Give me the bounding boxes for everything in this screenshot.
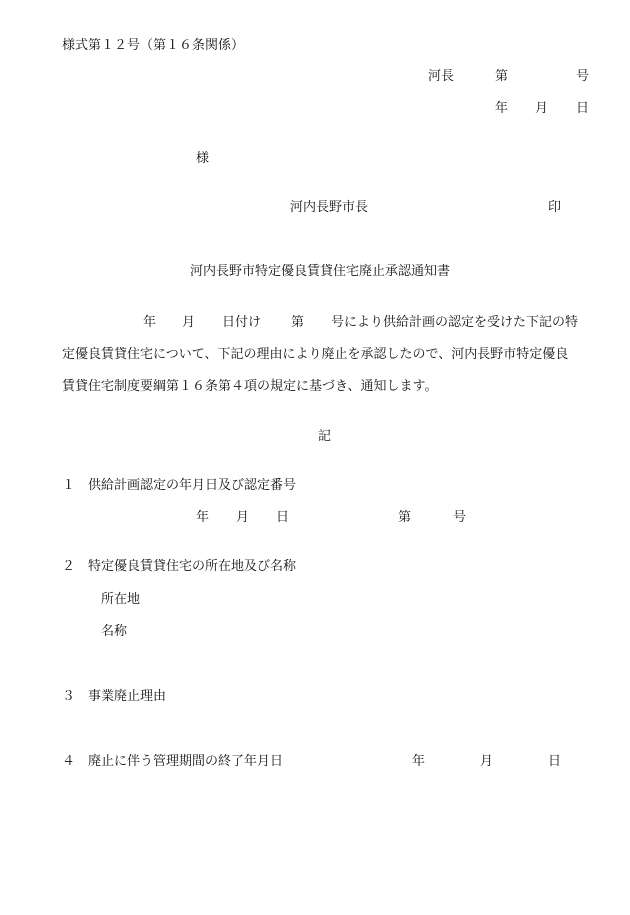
item-3-label: 事業廃止理由 [88, 689, 167, 704]
issue-date-year: 年 [495, 101, 509, 116]
item-1-label: 供給計画認定の年月日及び認定番号 [88, 478, 297, 493]
item-1-dai: 第 [398, 510, 412, 525]
item-4-number: ４ [62, 754, 76, 769]
body-line1-dai: 第 [291, 315, 305, 330]
issuer-seal: 印 [548, 200, 562, 215]
item-2-number: ２ [62, 559, 76, 574]
item-2-label: 特定優良賃貸住宅の所在地及び名称 [88, 559, 297, 574]
body-line1-rest: 号により供給計画の認定を受けた下記の特 [331, 315, 579, 330]
body-line3: 賃貸住宅制度要綱第１６条第４項の規定に基づき、通知します。 [62, 379, 438, 394]
item-2-name: 名称 [101, 624, 128, 639]
ki-heading: 記 [318, 429, 332, 444]
body-line1-dated: 日付け [222, 315, 262, 330]
reference-dai: 第 [495, 69, 509, 84]
recipient-suffix: 様 [196, 151, 210, 166]
document-title: 河内長野市特定優良賃貸住宅廃止承認通知書 [190, 264, 451, 279]
reference-go: 号 [576, 69, 590, 84]
issuer-name: 河内長野市長 [290, 200, 369, 215]
form-number: 様式第１２号（第１６条関係） [62, 38, 245, 53]
item-4-month: 月 [480, 754, 494, 769]
issue-date-month: 月 [535, 101, 549, 116]
item-1-day: 日 [276, 510, 290, 525]
item-1-go: 号 [453, 510, 467, 525]
item-1-month: 月 [236, 510, 250, 525]
item-4-label: 廃止に伴う管理期間の終了年月日 [88, 754, 284, 769]
item-2-location: 所在地 [101, 592, 141, 607]
reference-prefix: 河長 [428, 69, 455, 84]
item-1-year: 年 [196, 510, 210, 525]
item-3-number: ３ [62, 689, 76, 704]
issue-date-day: 日 [576, 101, 590, 116]
item-4-year: 年 [412, 754, 426, 769]
item-1-number: １ [62, 478, 76, 493]
body-line1-month: 月 [182, 315, 196, 330]
item-4-day: 日 [548, 754, 562, 769]
body-line2: 定優良賃貸住宅について、下記の理由により廃止を承認したので、河内長野市特定優良 [62, 347, 569, 362]
body-line1-year: 年 [143, 315, 157, 330]
